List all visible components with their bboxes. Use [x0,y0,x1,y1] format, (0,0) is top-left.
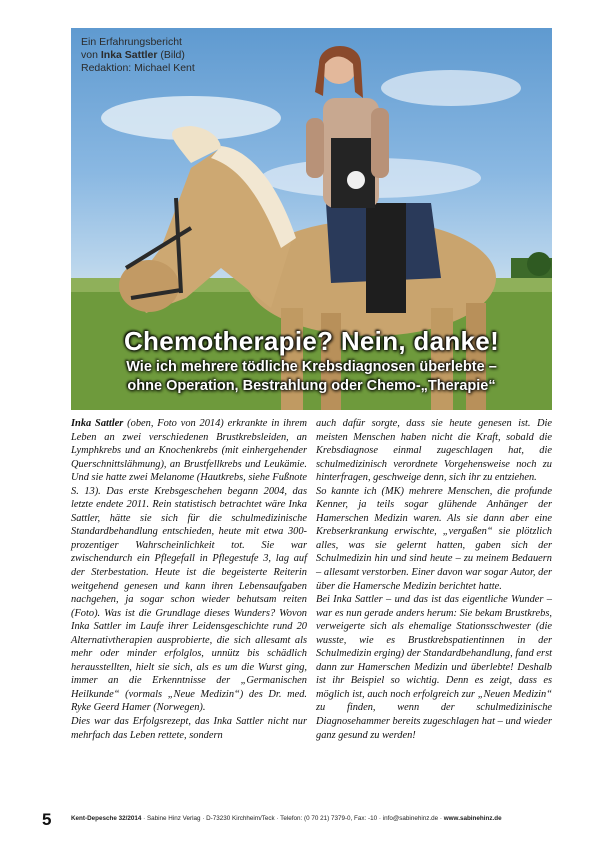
paragraph: So kannte ich (MK) mehrere Menschen, die profunde Kenner, ja teils sogar glühende Anhänger der Hamerschen Medizin waren. Als sie dann aber eine Krebserkrankung erwischte, „vergaßen“ sie plötzlich alles, was sie gelernt hatten, gaben sich der Schulmedizin hin und sind heute – zu meinem Bedauern – allesamt verstorben. Einer davon war sogar Autor, der über die Hamersche Medizin berichtet hatte. [316,485,552,592]
credit-line-2 [81,49,195,62]
article-title: Chemotherapie? Nein, danke! [123,326,500,356]
subtitle-line-1: Wie ich mehrere tödliche Krebsdiagnosen überlebte – [126,359,497,375]
credit-suffix: (Bild) [160,49,185,61]
paragraph: Bei Inka Sattler – und das ist das eigentliche Wunder – war es nun gerade anders herum: Sie bekam Brustkrebs, verweigerte sich als ehemalige Stationsschwester (die wusste, wie es Brustkrebspatientinnen in der Schulmedizin erging) der Standardbehandlung, fand erst dann zur Hamerschen Medizin und überlebte! Deshalb ist ihr Beispiel so wichtig. Denn es zeigt, dass es möglich ist, auch noch erfolgreich zur „Neuen Medizin“ zu finden, wenn der schulmedizinische Diagnosehammer bereits zugeschlagen hat – und wieder ganz gesund zu werden! [316,594,552,741]
photo-credit [81,36,195,75]
hero-photo [71,28,552,410]
publisher-info: · Sabine Hinz Verlag · D-73230 Kirchheim/Teck · Telefon: (0 70 21) 7379-0, Fax: -10 · info@sabinehinz.de · [141,815,444,822]
credit-line-3: Redaktion: Michael Kent [81,62,195,74]
credit-line-1: Ein Erfahrungsbericht [81,36,182,48]
article-column-left [71,417,307,742]
page-footer [0,810,595,830]
page-number: 5 [42,810,52,829]
website-link[interactable]: www.sabinehinz.de [443,815,502,822]
subtitle-line-2: ohne Operation, Bestrahlung oder Chemo-„Therapie“ [127,378,496,394]
paragraph: Dies war das Erfolgsrezept, das Inka Sattler nicht nur mehrfach das Leben rettete, sondern [71,716,307,741]
credit-prefix: von [81,49,98,61]
issue-label: Kent-Depesche 32/2014 [71,815,142,822]
paragraph: auch dafür sorgte, dass sie heute genesen ist. Die meisten Menschen haben nicht die Kraft, sobald die Krebsdiagnose einmal zugeschlagen hat, die schulmedizinisch verordnete Vorgehensweise noch zu hinterfragen, geschweige denn, sich ihr zu entziehen. [316,418,552,484]
credit-author: Inka Sattler [100,49,158,61]
lead-name: Inka Sattler [71,418,124,429]
paragraph-text: (oben, Foto von 2014) erkrankte in ihrem Leben an zwei verschiedenen Brustkrebsleiden, an Lymphkrebs und an Knochenkrebs (mit einhergehender Querschnittslähmung), an Brustfellkrebs und Leukämie. Und sie hatte zwei Melanome (Hautkrebs, siehe Fußnote S. 13). Das erste Krebsgeschehen begann 2004, das letzte endete 2011. Rein statistisch betrachtet wäre Inka Sattler, hätte sie sich für die schulmedizinische Standardbehandlung entschieden, heute mit etwa 300-prozentiger Wahrscheinlichkeit tot. Sie war zwischendurch ein Pflegefall in Pflegestufe 3, lag auf der Sterbestation. Heute ist die begeisterte Reiterin weitgehend genesen und kann ihren Lebensaufgaben nachgehen, ja sogar schon wieder behutsam reiten (Foto). Was ist die Grundlage dieses Wunders? Wovon Inka Sattler im Laufe ihrer Leidensgeschichte rund 20 Alternativtherapien ausprobierte, die sich allesamt als mehr oder minder erfolglos, unnütz bis schädlich herausstellten, hielt sie sich, als es um die Wurst ging, immer an die Erkenntnisse der „Germanischen Heilkunde“ (vormals „Neue Medizin“) des Dr. med. Ryke Geerd Hamer (Norwegen). [71,418,308,714]
article-column-right [316,417,552,742]
footer-imprint [71,815,552,822]
paragraph [71,417,307,715]
article-subtitle [71,358,552,396]
